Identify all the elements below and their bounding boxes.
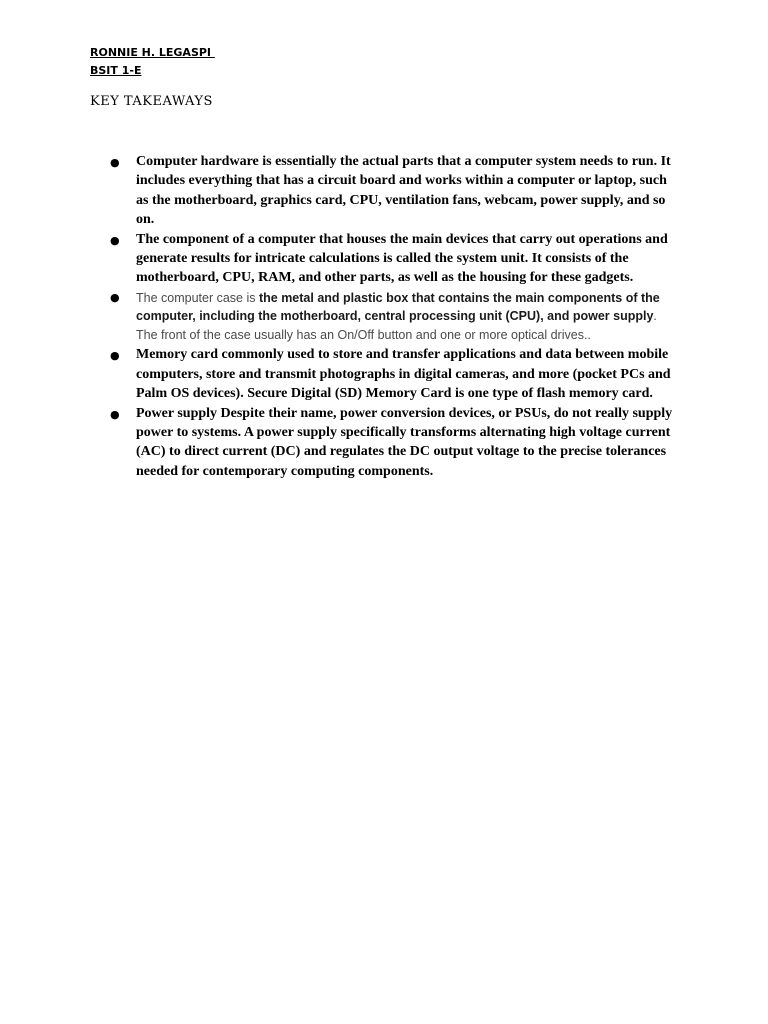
document-heading: KEY TAKEAWAYS [90,94,213,109]
list-item [108,152,676,230]
takeaways-list [108,152,676,481]
list-item-text-prefix: The computer case is [136,290,259,305]
list-item [108,345,676,403]
list-item-text-bold: the metal and plastic box that contains the main components of the computer, including the motherboard, central processing unit (CPU), and power supply [136,290,660,324]
list-item-text: The component of a computer that houses the main devices that carry out operations and generate results for intricate calculations is called the system unit. It consists of the motherboard, CPU, RAM, and other parts, as well as the housing for these gadgets. [136,231,668,286]
bullet-icon: ● [110,349,120,363]
list-item [108,289,676,345]
bullet-icon: ● [110,156,120,169]
bullet-icon: ● [110,290,120,304]
class-section: BSIT 1-E [90,64,142,77]
list-item [108,230,676,288]
list-item-text: Computer hardware is essentially the actual parts that a computer system needs to run. It includes everything that has a circuit board and works within a computer or laptop, such as the motherboard, graphics card, CPU, ventilation fans, webcam, power supply, and so on. [136,154,671,228]
list-item [108,404,676,482]
list-item-text-suffix: . The front of the case usually has an On/Off button and one or more optical drives.. [136,309,657,342]
author-name: RONNIE H. LEGASPI [90,46,215,59]
author-header [90,44,215,80]
bullet-icon: ● [110,407,120,421]
list-item-text: Memory card commonly used to store and transfer applications and data between mobile computers, store and transmit photographs in digital cameras, and more (pocket PCs and Palm OS devices). Secure Digital (SD) Memory Card is one type of flash memory card. [136,347,671,402]
list-item-text: Power supply Despite their name, power conversion devices, or PSUs, do not really supply power to systems. A power supply specifically transforms alternating high voltage current (AC) to direct current (DC) and regulates the DC output voltage to the precise tolerances needed for contemporary computing components. [136,405,673,479]
bullet-icon: ● [110,233,120,247]
